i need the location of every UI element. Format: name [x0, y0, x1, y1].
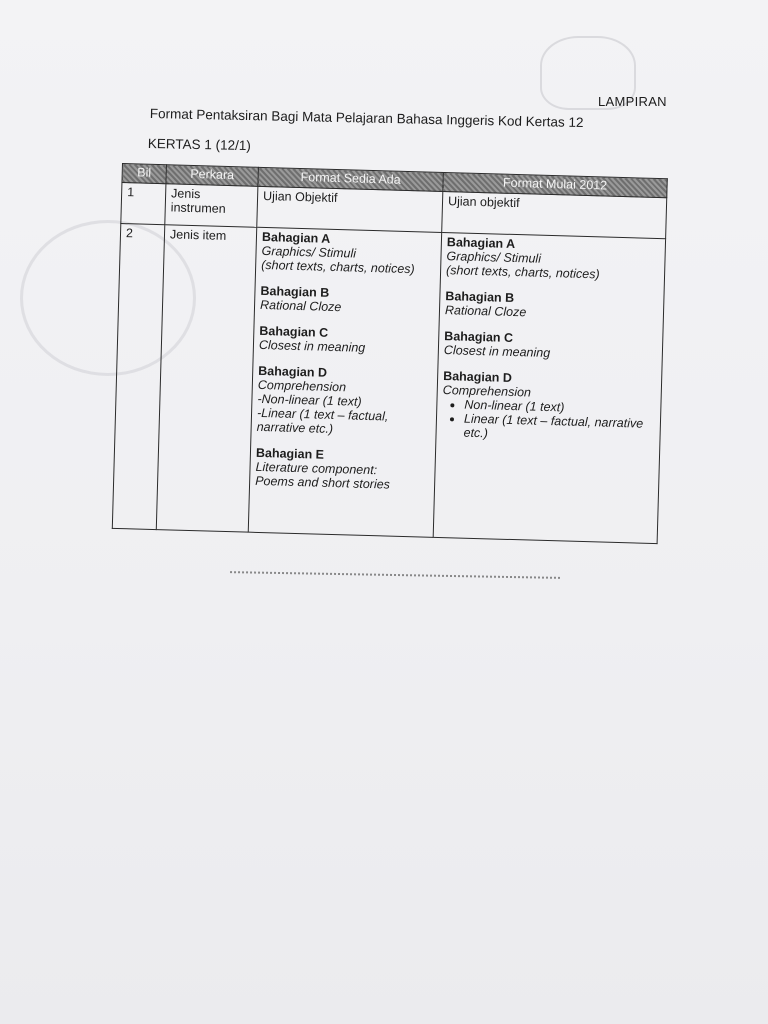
section-line: Closest in meaning — [443, 343, 551, 361]
section-title: Bahagian E — [255, 445, 325, 462]
section-title: Bahagian B — [445, 289, 515, 305]
row2-bil: 2 — [112, 223, 164, 529]
comprehension-bullets — [441, 397, 655, 445]
section-line: Poems and short stories — [254, 473, 391, 492]
section-line: Comprehension — [257, 377, 347, 395]
section-line: Literature component: — [255, 459, 378, 478]
mulai-section-a — [446, 235, 660, 283]
section-title: Bahagian B — [260, 283, 330, 300]
section-title: Bahagian A — [261, 229, 331, 246]
mulai-section-d — [441, 369, 656, 445]
section-line: (short texts, charts, notices) — [445, 263, 600, 282]
row1-perkara: Jenis instrumen — [165, 184, 258, 228]
sedia-section-e — [255, 446, 430, 493]
section-title: Bahagian C — [444, 329, 514, 345]
section-line: (short texts, charts, notices) — [261, 257, 415, 277]
lampiran-label: LAMPIRAN — [598, 94, 667, 109]
section-title: Bahagian D — [442, 369, 513, 385]
section-title: Bahagian A — [446, 235, 516, 252]
scan-artifact-line — [230, 571, 560, 581]
section-line: Rational Cloze — [259, 297, 342, 315]
bullet-item: • Non-linear (1 text) — [464, 398, 655, 417]
section-line: -Non-linear (1 text) — [257, 391, 362, 409]
row1-sedia: Ujian Objektif — [257, 186, 443, 232]
header-bil: Bil — [122, 164, 167, 184]
header-perkara: Perkara — [166, 165, 258, 187]
row1-bil: 1 — [121, 183, 166, 225]
section-line: Closest in meaning — [258, 337, 366, 355]
section-title: Bahagian D — [258, 363, 328, 380]
table-row — [112, 223, 665, 543]
row2-mulai-cell — [433, 232, 665, 543]
sedia-section-b — [260, 284, 435, 317]
document-title: Format Pentaksiran Bagi Mata Pelajaran Bahasa Inggeris Kod Kertas 12 — [149, 106, 584, 131]
sedia-section-c — [259, 324, 434, 357]
section-title: Bahagian C — [259, 323, 329, 340]
header-format-mulai-2012: Format Mulai 2012 — [443, 172, 667, 197]
row2-sedia-cell — [248, 227, 441, 537]
section-line: Graphics/ Stimuli — [446, 249, 542, 266]
mulai-section-c — [444, 329, 658, 363]
row1-mulai: Ujian objektif — [442, 191, 667, 238]
assessment-format-table — [112, 163, 667, 544]
row2-perkara: Jenis item — [156, 225, 256, 532]
paper-label: KERTAS 1 (12/1) — [147, 136, 252, 154]
sedia-section-d — [256, 364, 432, 439]
sedia-section-a — [261, 230, 436, 277]
section-line: Graphics/ Stimuli — [261, 243, 357, 261]
section-line: Rational Cloze — [444, 303, 527, 320]
bullet-item: • Linear (1 text – factual, narrative etc.) — [463, 412, 655, 445]
section-line: Comprehension — [442, 383, 532, 400]
mulai-section-b — [445, 289, 659, 323]
section-line: -Linear (1 text – factual, narrative etc.) — [256, 405, 389, 436]
header-format-sedia-ada: Format Sedia Ada — [258, 167, 443, 191]
